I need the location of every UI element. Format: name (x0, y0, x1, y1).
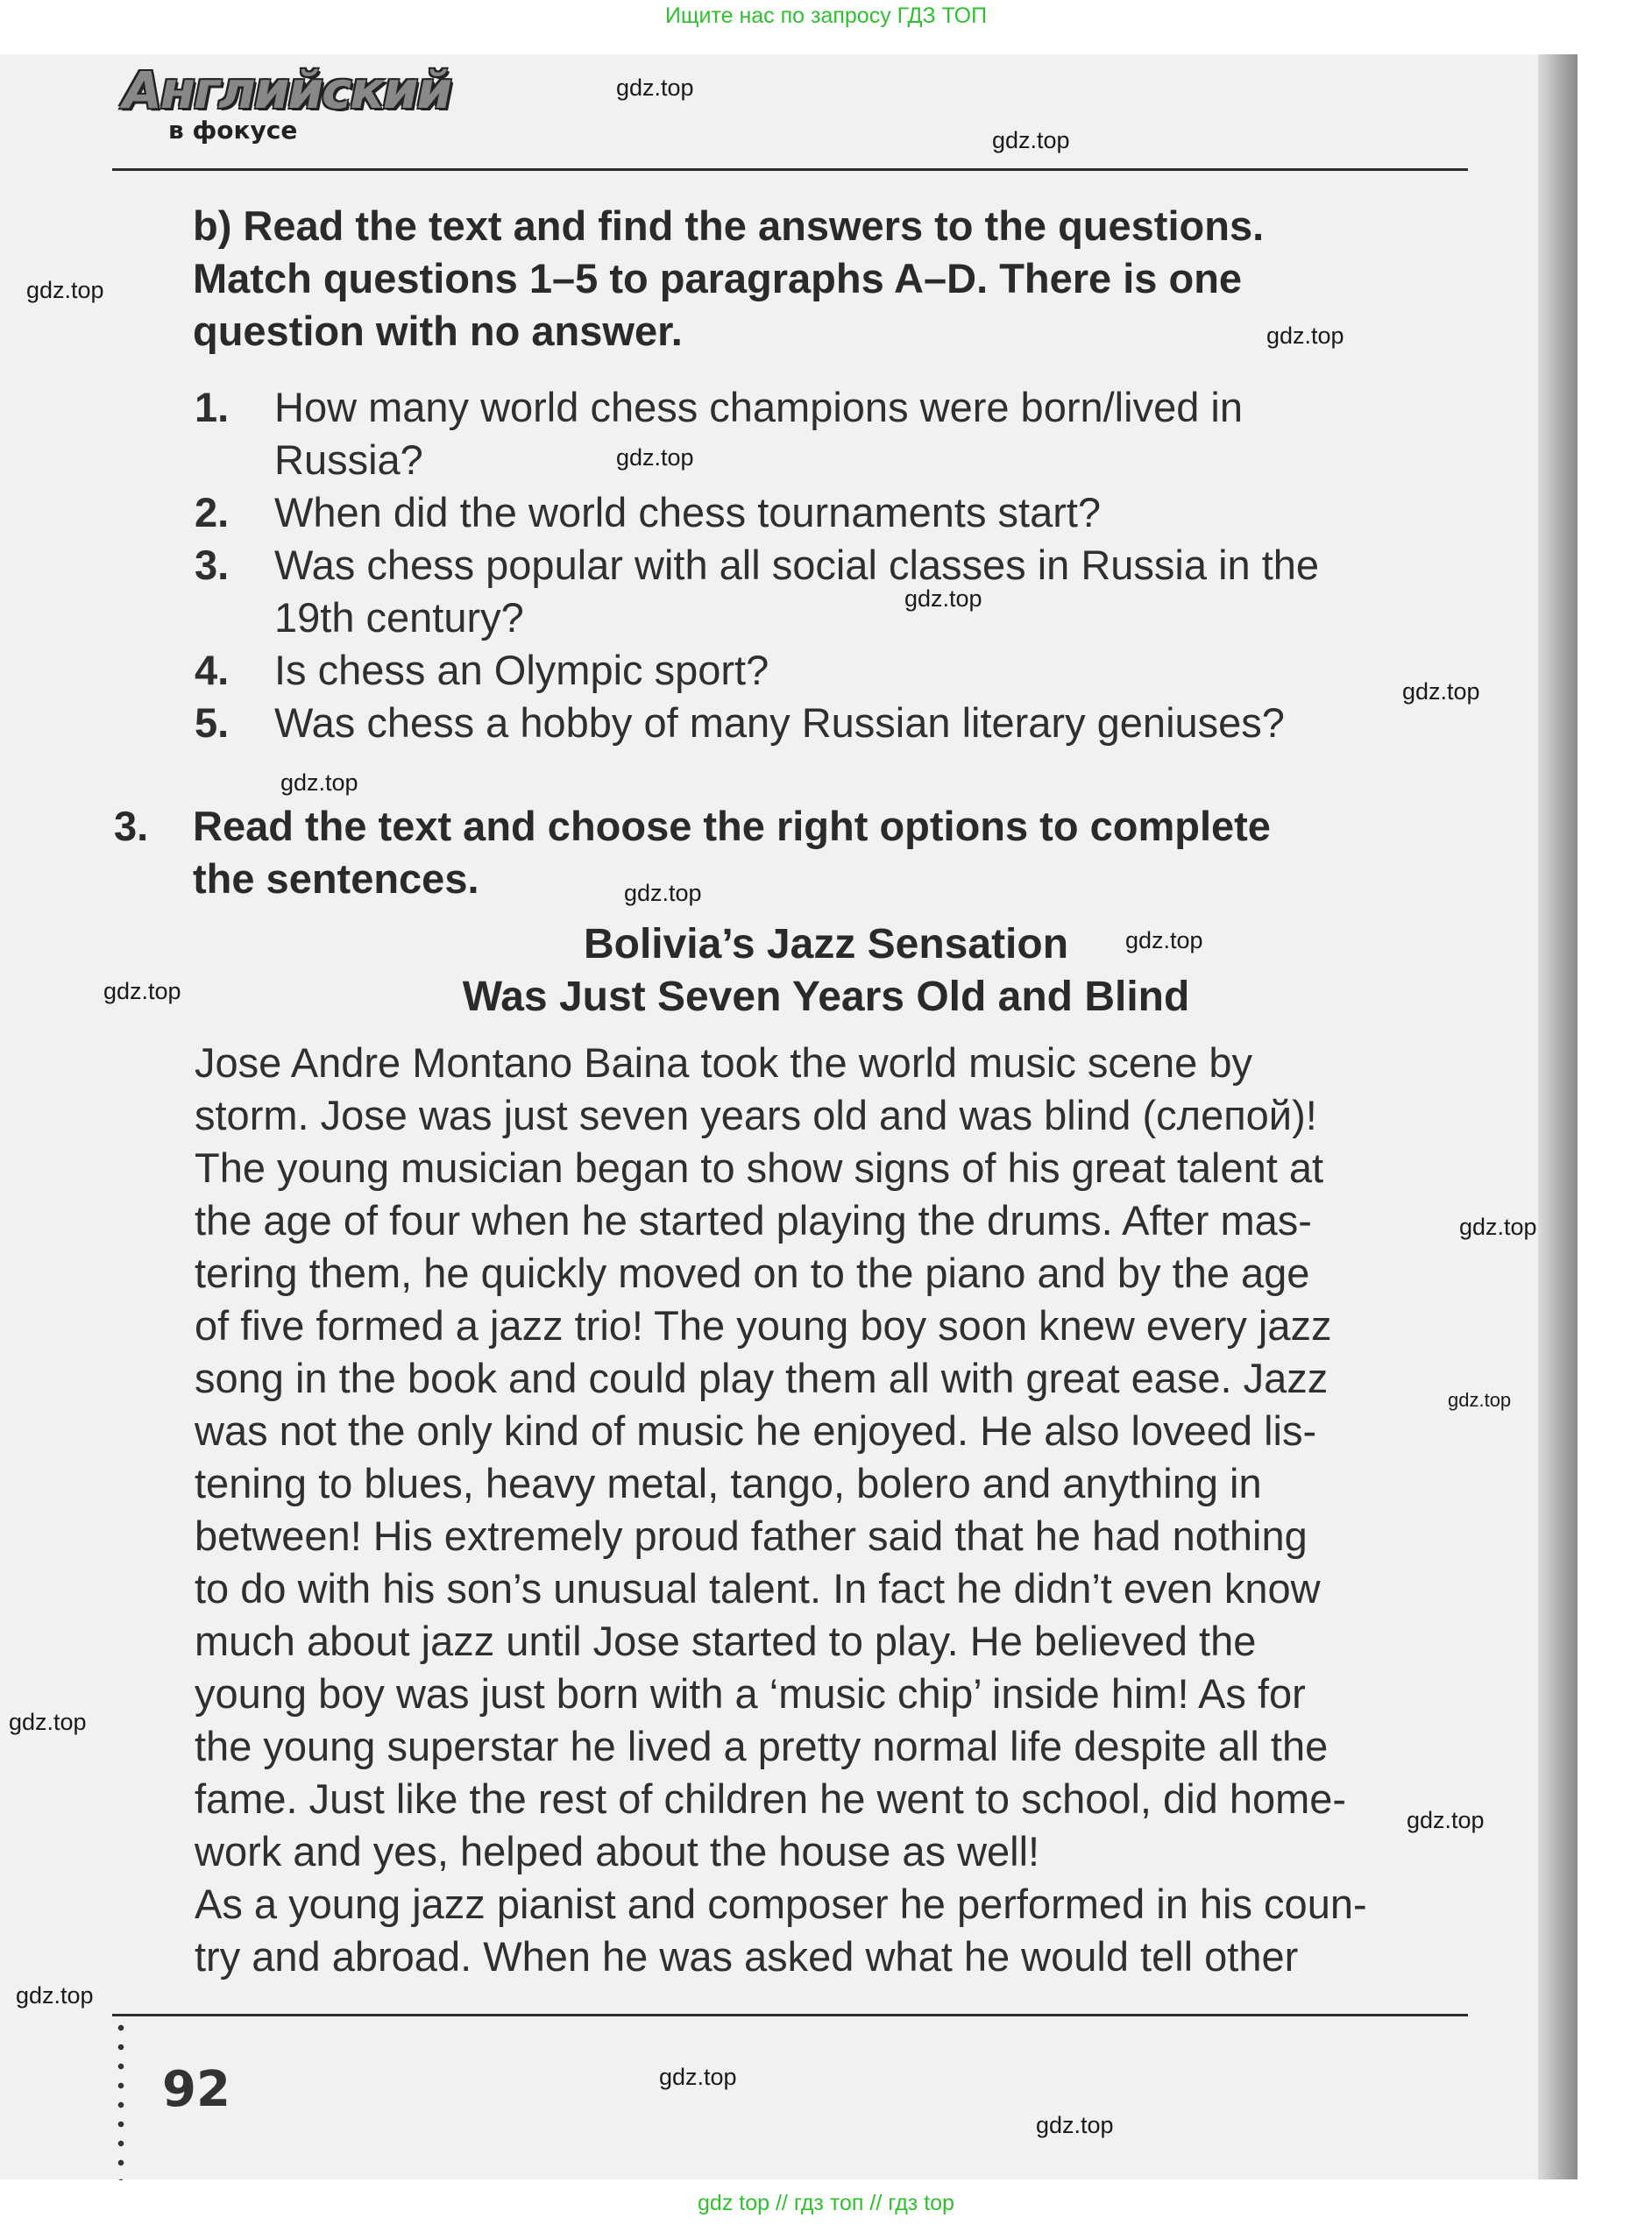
body-line: work and yes, helped about the house as well! (195, 1828, 1040, 1874)
body-line: fame. Just like the rest of children he went to school, did home- (195, 1775, 1347, 1822)
body-line: As a young jazz pianist and composer he performed in his coun- (195, 1881, 1367, 1927)
body-line: The young musician began to show signs of his great talent at (195, 1144, 1324, 1191)
watermark: gdz.top (1036, 2112, 1114, 2138)
body-line: to do with his son’s unusual talent. In fact he didn’t even know (195, 1565, 1321, 1612)
watermark: gdz.top (1407, 1807, 1485, 1833)
instruction-line: Read the text and choose the right options to complete (193, 803, 1271, 849)
watermark: gdz.top (616, 444, 694, 471)
logo-main: Английский (123, 60, 451, 120)
article-subtitle: Was Just Seven Years Old and Blind (462, 974, 1190, 1020)
exercise-number: 3. (114, 803, 149, 849)
body-line: tering them, he quickly moved on to the piano and by the age (195, 1250, 1310, 1296)
instruction-line: the sentences. (193, 855, 479, 902)
watermark: gdz.top (1459, 1214, 1537, 1240)
right-margin (1578, 54, 1652, 2179)
question-number: 1. (195, 384, 230, 430)
footer-dots (115, 2018, 127, 2180)
watermark: gdz.top (1448, 1389, 1512, 1411)
watermark: gdz.top (26, 277, 104, 303)
question-number: 5. (195, 699, 230, 746)
body-line: much about jazz until Jose started to play. He believed the (195, 1618, 1257, 1664)
question-number: 3. (195, 542, 230, 588)
page-number: 92 (162, 2061, 230, 2118)
watermark: gdz.top (1402, 678, 1480, 705)
question-text: Was chess popular with all social classes in Russia in the (274, 542, 1320, 588)
question-text: When did the world chess tournaments start? (274, 489, 1102, 535)
header-rule (112, 168, 1468, 171)
question-text: How many world chess champions were born/lived in (274, 384, 1243, 430)
watermark: gdz.top (659, 2064, 737, 2090)
body-line: storm. Jose was just seven years old and was blind (слепой)! (195, 1092, 1317, 1138)
footer-rule (112, 2014, 1468, 2016)
instruction-line: question with no answer. (193, 308, 683, 354)
watermark: gdz.top (1266, 322, 1344, 349)
article-title: Bolivia’s Jazz Sensation (583, 921, 1069, 967)
body-line: song in the book and could play them all with great ease. Jazz (195, 1355, 1329, 1401)
body-line: Jose Andre Montano Baina took the world music scene by (195, 1039, 1253, 1086)
logo-sub: в фокусе (168, 116, 298, 145)
watermark: gdz.top (624, 880, 702, 906)
instruction-line: Match questions 1–5 to paragraphs A–D. There is one (193, 255, 1243, 301)
body-line: between! His extremely proud father said that he had nothing (195, 1513, 1308, 1559)
body-line: of five formed a jazz trio! The young boy soon knew every jazz (195, 1302, 1332, 1349)
question-text: Was chess a hobby of many Russian literary geniuses? (274, 699, 1285, 746)
body-line: young boy was just born with a ‘music chip’ inside him! As for (195, 1670, 1306, 1717)
body-line: tening to blues, heavy metal, tango, bolero and anything in (195, 1460, 1262, 1506)
watermark: gdz.top (1125, 927, 1203, 953)
watermark: gdz.top (9, 1709, 87, 1735)
watermark: gdz.top (616, 74, 694, 101)
body-line: was not the only kind of music he enjoyed. He also loveed lis- (195, 1407, 1317, 1454)
body-line: the age of four when he started playing the drums. After mas- (195, 1197, 1312, 1244)
watermark: gdz.top (904, 585, 982, 612)
watermark: gdz.top (16, 1982, 94, 2009)
bottom-banner[interactable]: gdz top // гдз топ // гдз top (698, 2191, 954, 2215)
body-line: the young superstar he lived a pretty normal life despite all the (195, 1723, 1329, 1769)
instruction-line: b) Read the text and find the answers to the questions. (193, 202, 1265, 249)
question-number: 4. (195, 647, 230, 693)
watermark: gdz.top (280, 769, 358, 796)
watermark: gdz.top (992, 127, 1070, 153)
logo (123, 60, 451, 145)
body-line: try and abroad. When he was asked what he would tell other (195, 1933, 1299, 1980)
question-text: 19th century? (274, 594, 524, 641)
watermark: gdz.top (103, 978, 181, 1004)
question-text: Russia? (274, 436, 423, 483)
question-number: 2. (195, 489, 230, 535)
page-fold-shadow (1538, 54, 1578, 2179)
question-text: Is chess an Olympic sport? (274, 647, 769, 693)
top-banner[interactable]: Ищите нас по запросу ГДЗ ТОП (664, 4, 988, 28)
